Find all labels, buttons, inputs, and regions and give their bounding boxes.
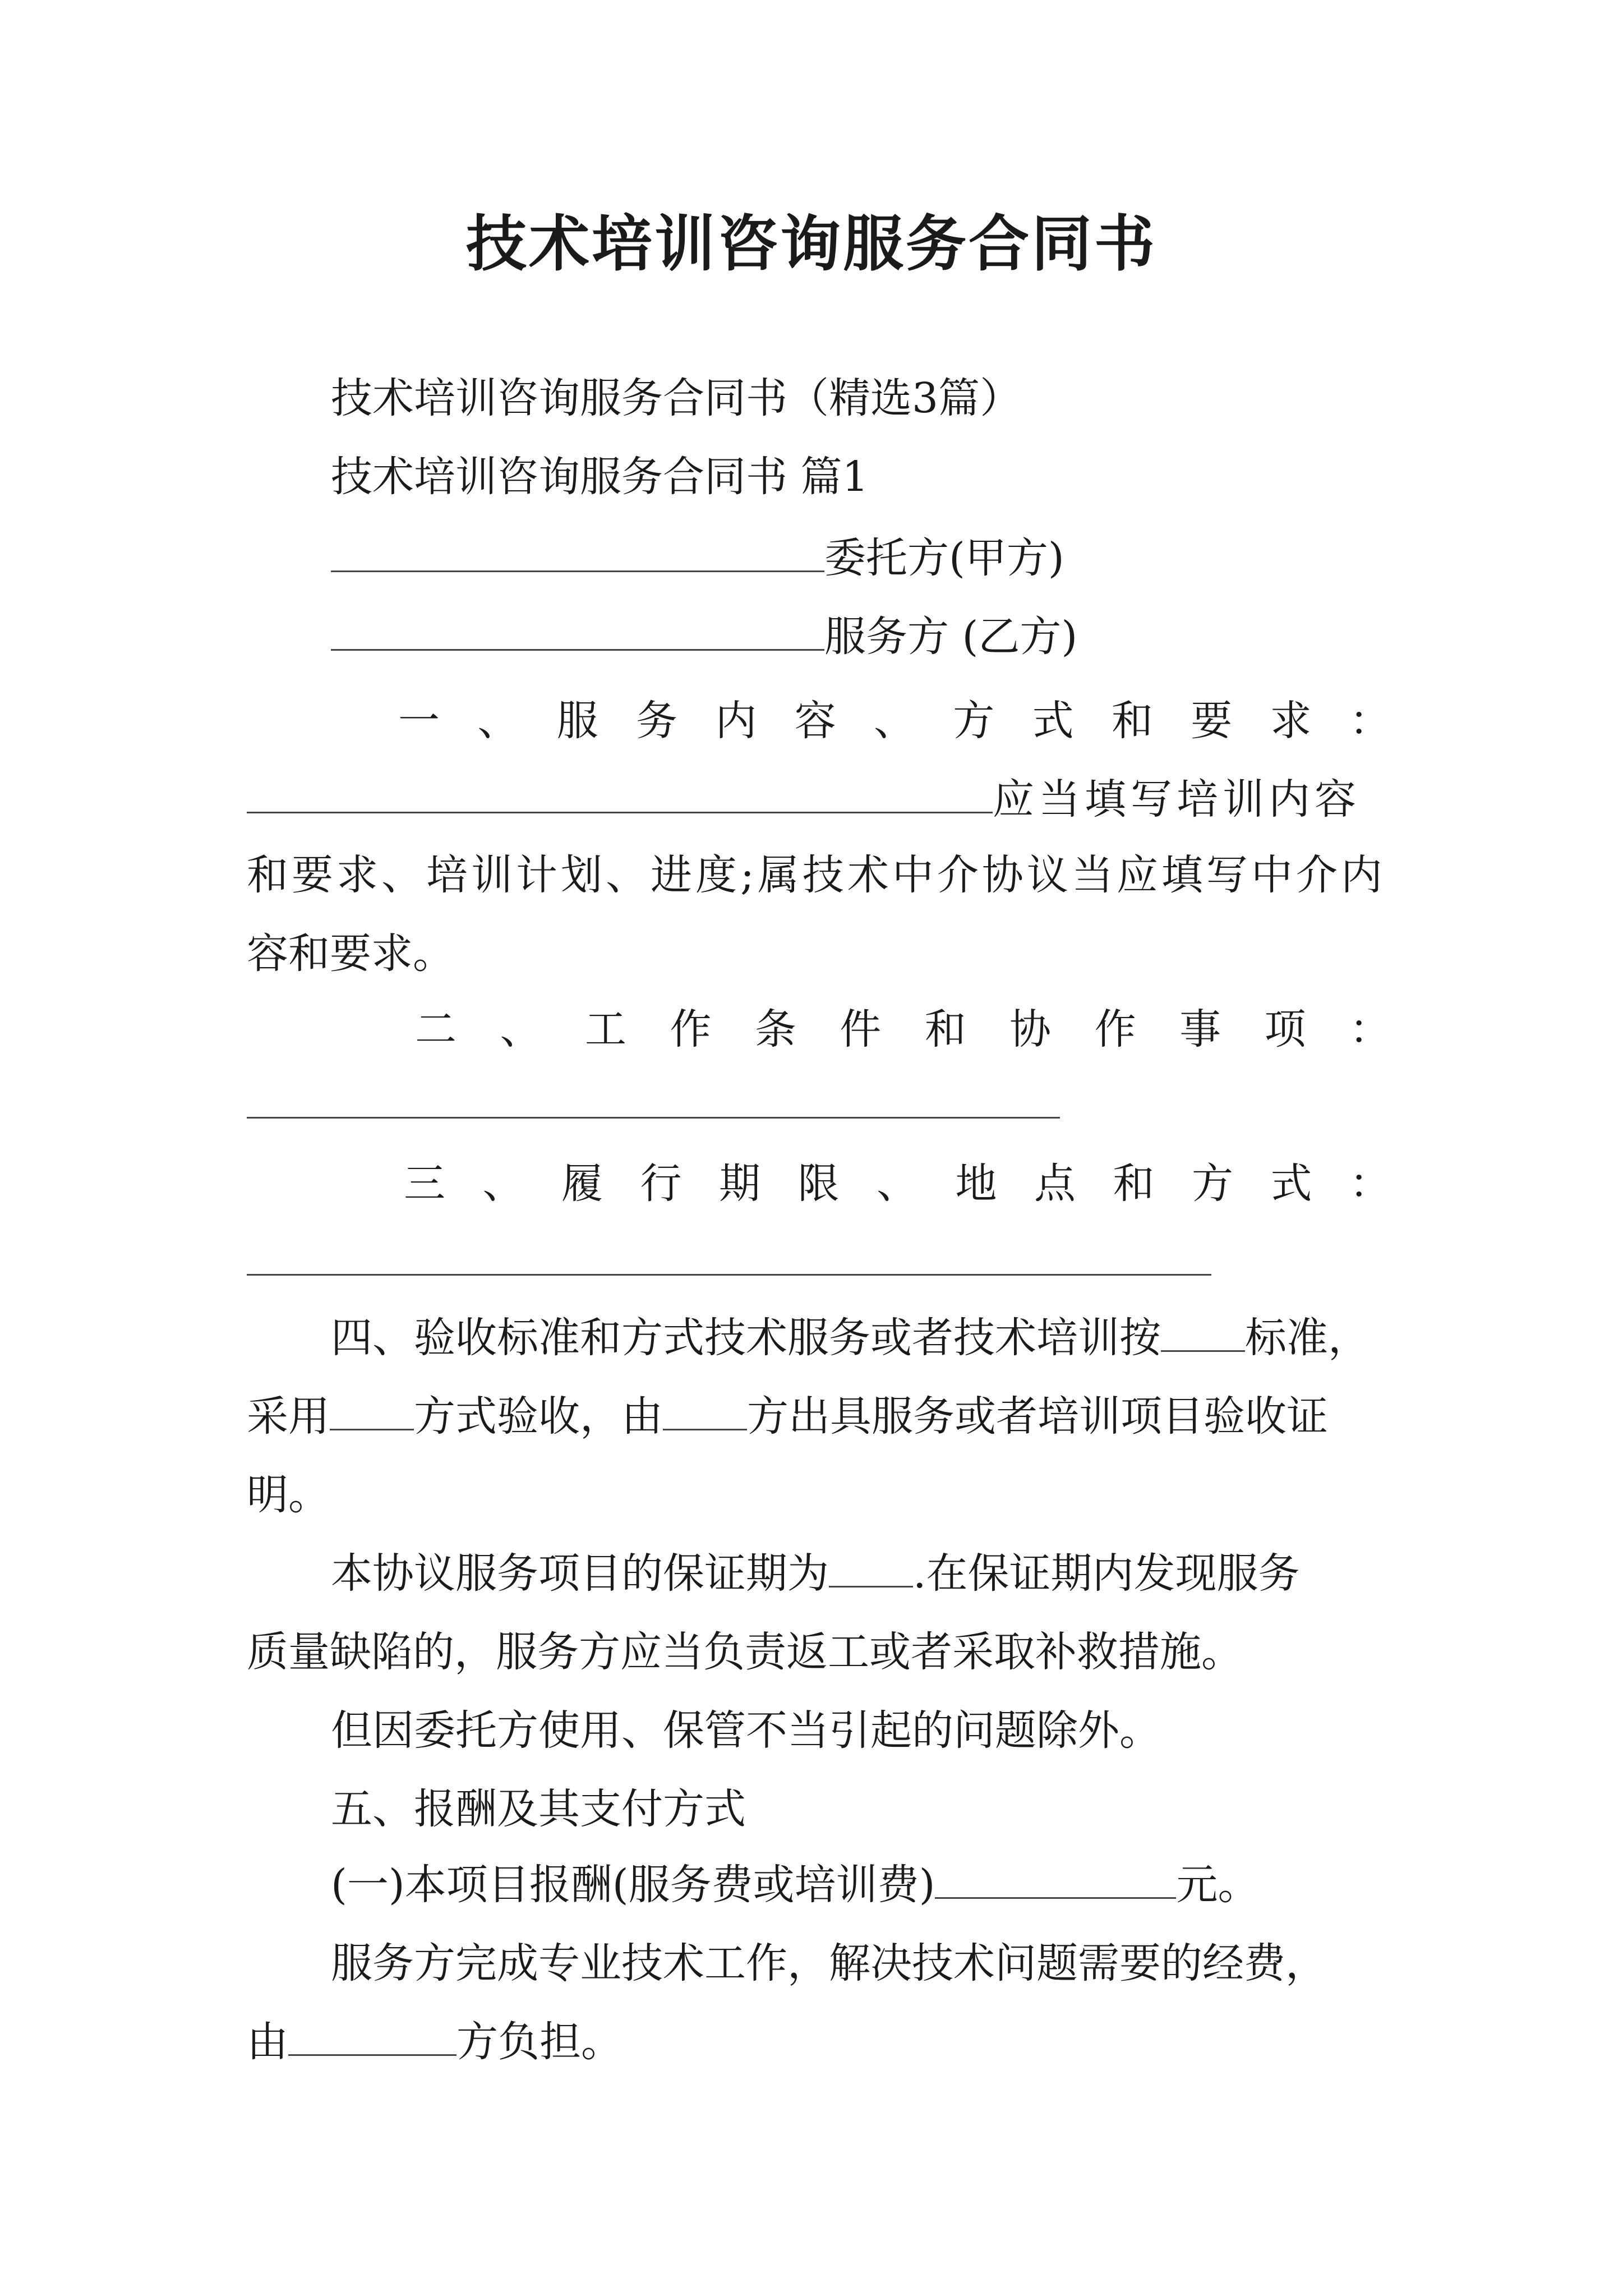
party-b-label: 服务方 (乙方) <box>824 613 1078 661</box>
section3-char: 和 <box>1113 1159 1155 1208</box>
warranty-blank <box>829 1585 913 1588</box>
section2-heading <box>247 1001 1391 1057</box>
section2-char: 件 <box>840 1005 882 1053</box>
section1-char: 服 <box>556 697 598 745</box>
fee-text: (一)本项目报酬(服务费或培训费) <box>331 1861 935 1909</box>
section5-heading: 五、报酬及其支付方式 <box>331 1785 746 1833</box>
method-blank <box>330 1428 414 1430</box>
part-heading: 技术培训咨询服务合同书 篇1 <box>331 453 869 501</box>
section4-line-3: 明。 <box>247 1471 330 1519</box>
section2-char: 项 <box>1264 1005 1306 1053</box>
section3-blank-line <box>247 1273 1211 1276</box>
section3-char: 履 <box>561 1159 603 1208</box>
cost-text: 由 <box>247 2018 288 2066</box>
section1-char: 式 <box>1032 697 1074 745</box>
party-a-line <box>331 530 1064 586</box>
section4-text: 方式验收，由 <box>414 1392 663 1441</box>
section3-char: 限 <box>797 1159 840 1208</box>
section1-tail: 应当填写培训内容 <box>993 775 1361 823</box>
section3-char: 行 <box>640 1159 682 1208</box>
section2-char: 作 <box>670 1005 712 1053</box>
cost-blank <box>288 2054 457 2056</box>
section4-text: 四、验收标准和方式技术服务或者技术培训按 <box>331 1314 1161 1362</box>
exception-line: 但因委托方使用、保管不当引起的问题除外。 <box>331 1706 1161 1755</box>
standard-blank <box>1161 1350 1245 1352</box>
document-title: 技术培训咨询服务合同书 <box>465 209 1157 279</box>
party-a-blank <box>331 570 824 572</box>
section3-char: 三 <box>404 1159 445 1208</box>
section3-char: 期 <box>719 1159 760 1208</box>
issuer-blank <box>663 1428 747 1430</box>
section1-char: 务 <box>635 697 677 745</box>
section1-char: 和 <box>1111 697 1153 745</box>
party-b-blank <box>331 648 824 651</box>
cost-line-1: 服务方完成专业技术工作，解决技术问题需要的经费， <box>331 1939 1327 1987</box>
section2-char: 和 <box>924 1005 966 1053</box>
cost-text: 方负担。 <box>457 2018 623 2066</box>
section1-blank <box>247 811 993 813</box>
section2-blank-line <box>247 1116 1060 1119</box>
section3-char: 、 <box>877 1159 918 1208</box>
section3-char: 地 <box>955 1159 997 1208</box>
section3-char: 方 <box>1192 1159 1233 1208</box>
section2-char: ： <box>1349 1005 1391 1053</box>
section4-text: 方出具服务或者培训项目验收证 <box>747 1392 1328 1441</box>
section1-char: 方 <box>953 697 995 745</box>
warranty-line-2: 质量缺陷的，服务方应当负责返工或者采取补救措施。 <box>247 1628 1243 1676</box>
party-b-line <box>331 609 1077 665</box>
section4-text: 采用 <box>247 1392 330 1441</box>
section1-char: 求 <box>1270 697 1312 745</box>
fee-blank <box>935 1897 1176 1899</box>
section1-char: ： <box>1349 697 1391 745</box>
section1-char: 要 <box>1191 697 1233 745</box>
section4-line-2 <box>247 1388 1328 1444</box>
section2-char: 条 <box>754 1005 796 1053</box>
section1-char: 、 <box>873 697 915 745</box>
section1-char: 一 <box>398 697 440 745</box>
fee-line <box>331 1857 1259 1913</box>
subtitle: 技术培训咨询服务合同书（精选3篇） <box>331 374 1022 422</box>
warranty-line-1 <box>331 1545 1300 1602</box>
section2-char: 、 <box>500 1005 542 1053</box>
warranty-text: 本协议服务项目的保证期为 <box>331 1549 829 1598</box>
fee-text: 元。 <box>1176 1861 1260 1909</box>
section3-char: 、 <box>482 1159 524 1208</box>
section2-char: 作 <box>1094 1005 1136 1053</box>
section3-char: 点 <box>1034 1159 1076 1208</box>
section4-line-1 <box>331 1310 1370 1366</box>
section2-char: 协 <box>1009 1005 1052 1053</box>
section2-char: 二 <box>415 1005 457 1053</box>
section4-text: 标准， <box>1245 1314 1370 1362</box>
party-a-label: 委托方(甲方) <box>824 534 1064 582</box>
section2-char: 工 <box>584 1005 626 1053</box>
section1-continuation-1: 和要求、培训计划、进度;属技术中介协议当应填写中介内 <box>247 851 1386 899</box>
section1-char: 、 <box>477 697 519 745</box>
section2-char: 事 <box>1179 1005 1221 1053</box>
section3-char: ： <box>1349 1159 1391 1208</box>
section1-char: 内 <box>715 697 757 745</box>
section1-continuation-2: 容和要求。 <box>247 930 454 978</box>
section1-heading <box>247 693 1391 749</box>
warranty-text: .在保证期内发现服务 <box>913 1549 1300 1598</box>
section1-char: 容 <box>794 697 836 745</box>
cost-line-2 <box>247 2014 623 2070</box>
section1-fill-line <box>247 771 1361 827</box>
section3-heading <box>247 1156 1391 1212</box>
section3-char: 式 <box>1270 1159 1312 1208</box>
